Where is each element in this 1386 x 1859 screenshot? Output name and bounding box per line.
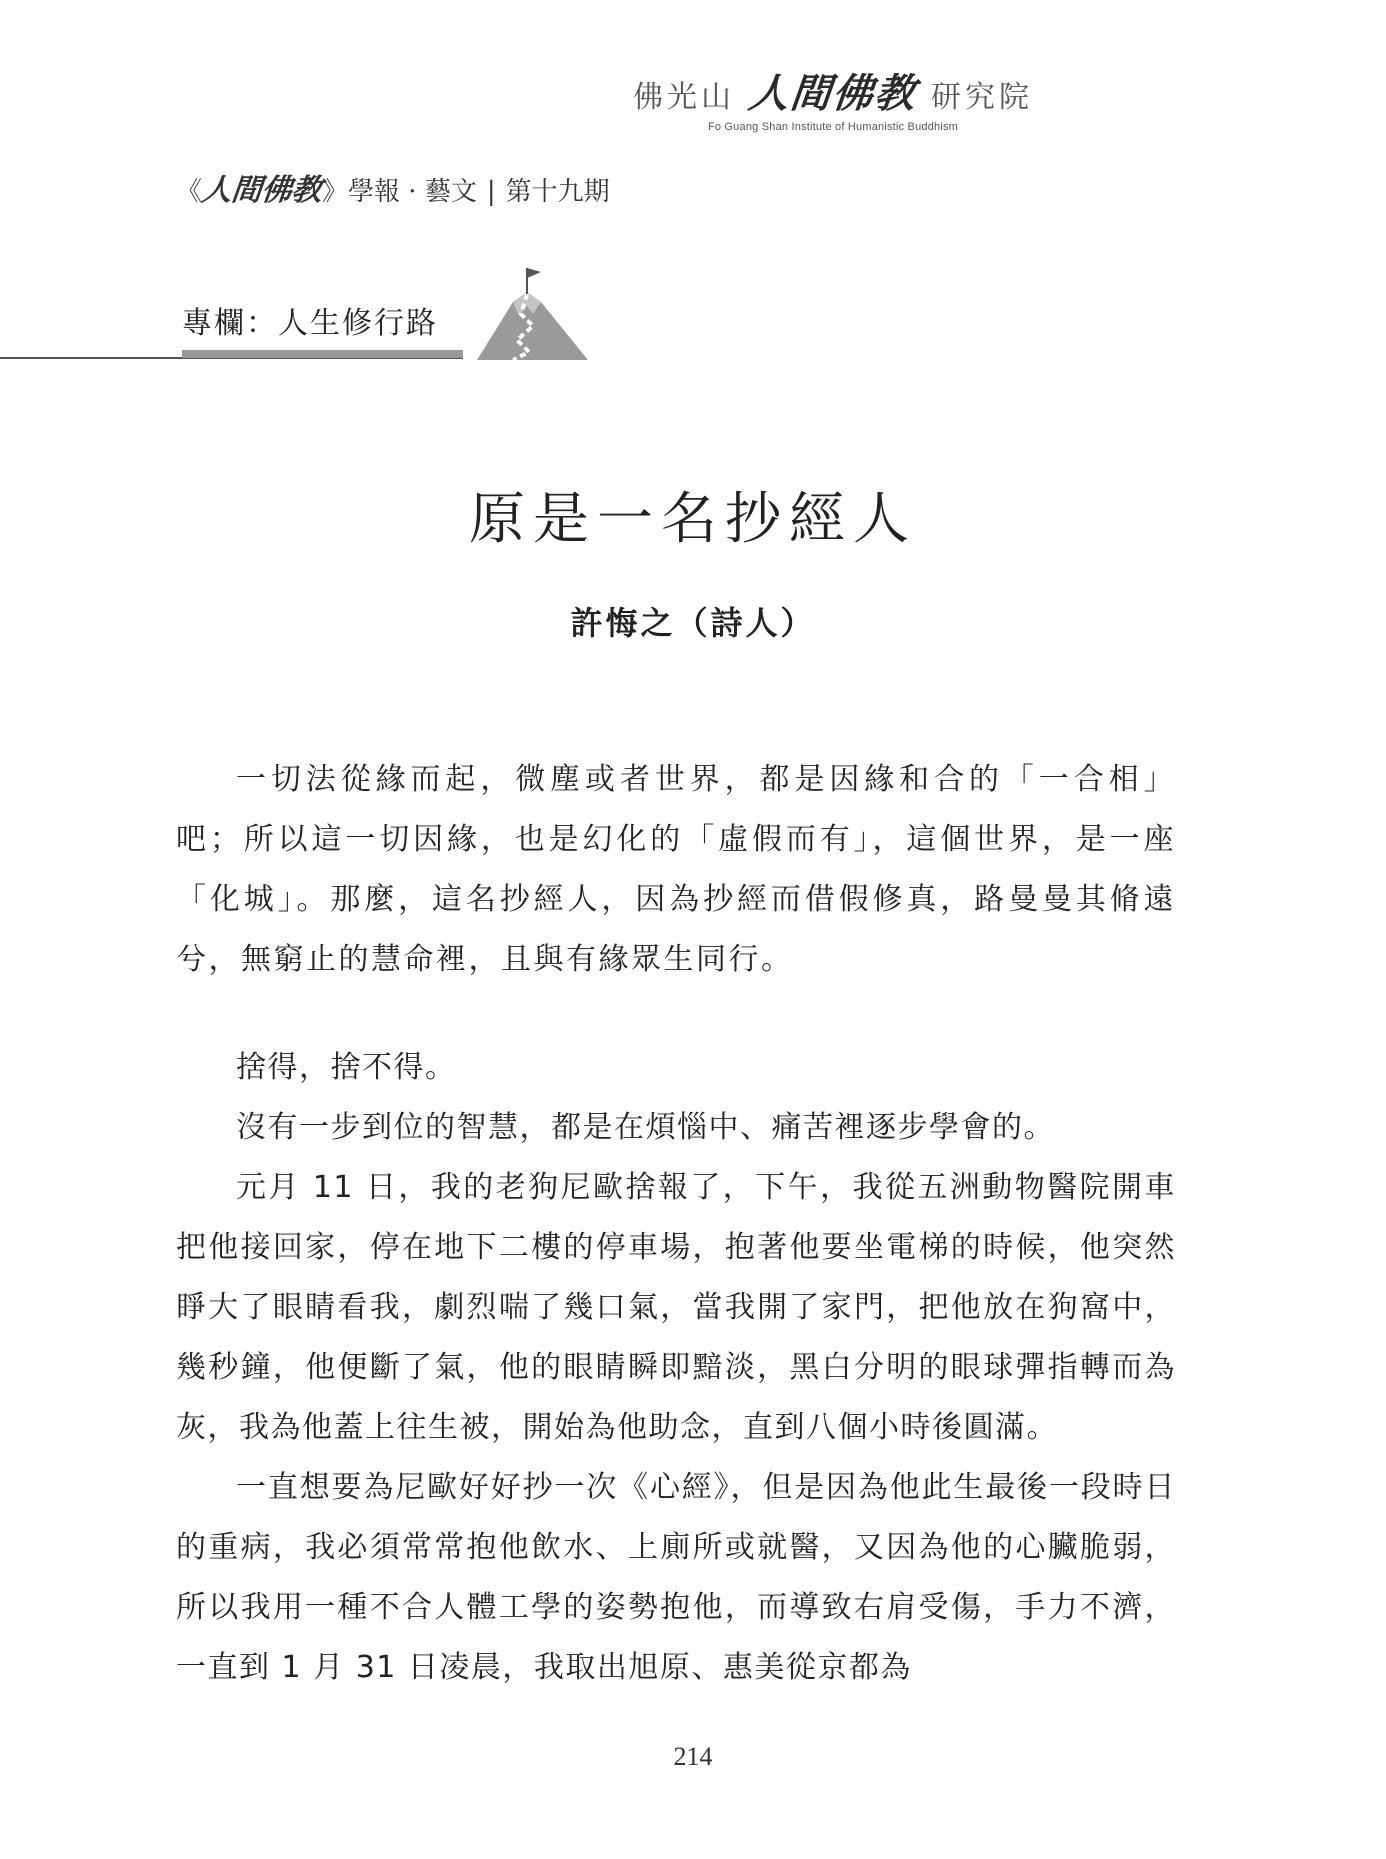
journal-section: 學報 · 藝文 [348, 177, 477, 207]
article-body [176, 750, 1176, 1698]
page-number: 214 [673, 1742, 713, 1771]
journal-issue: 第十九期 [505, 177, 610, 207]
column-title: 專欄：人生修行路 [182, 306, 438, 341]
journal-line [176, 165, 610, 209]
mountain-flag-icon [475, 262, 590, 362]
institute-name-left: 佛光山 [633, 80, 735, 115]
institute-name-right: 研究院 [931, 80, 1033, 115]
journal-separator: | [486, 177, 496, 207]
paragraph: 元月 11 日，我的老狗尼歐捨報了，下午，我從五洲動物醫院開車把他接回家，停在地下二樓的停車場，抱著他要坐電梯的時候，他突然睜大了眼睛看我，劇烈喘了幾口氣，當我開了家門，把他放在狗窩中，幾秒鐘，他便斷了氣，他的眼睛瞬即黯淡，黑白分明的眼球彈指轉而為灰，我為他蓋上往生被，開始為他助念，直到八個小時後圓滿。 [176, 1170, 1176, 1445]
column-accent-bar [182, 350, 463, 358]
institute-name-line [280, 62, 1386, 119]
column-heading [0, 262, 600, 362]
paragraph: 捨得，捨不得。 [236, 1050, 457, 1085]
intro-paragraph: 一切法從緣而起，微塵或者世界，都是因緣和合的「一合相」吧；所以這一切因緣，也是幻化的「虛假而有」，這個世界，是一座「化城」。那麼，這名抄經人，因為抄經而借假修真，路曼曼其脩遠兮，無窮止的慧命裡，且與有緣眾生同行。 [176, 762, 1176, 977]
main-paragraphs [176, 1038, 1176, 1698]
article-author: 許悔之（詩人） [570, 604, 816, 642]
institute-english-name: Fo Guang Shan Institute of Humanistic Buddhism [707, 121, 959, 133]
journal-open-bracket: 《 [176, 177, 203, 207]
paragraph: 一直想要為尼歐好好抄一次《心經》，但是因為他此生最後一段時日的重病，我必須常常抱他飲水、上廁所或就醫，又因為他的心臟脆弱，所以我用一種不合人體工學的姿勢抱他，而導致右肩受傷，手力不濟，一直到 1 月 31 日凌晨，我取出旭原、惠美從京都為 [176, 1470, 1176, 1685]
institute-header [0, 62, 1386, 133]
journal-logo-text: 人間佛教 [199, 173, 324, 208]
paragraph: 沒有一步到位的智慧，都是在煩惱中、痛苦裡逐步學會的。 [236, 1110, 1055, 1145]
article-title: 原是一名抄經人 [469, 487, 917, 552]
institute-logo-text: 人間佛教 [746, 70, 920, 117]
journal-close-bracket: 》 [322, 177, 349, 207]
